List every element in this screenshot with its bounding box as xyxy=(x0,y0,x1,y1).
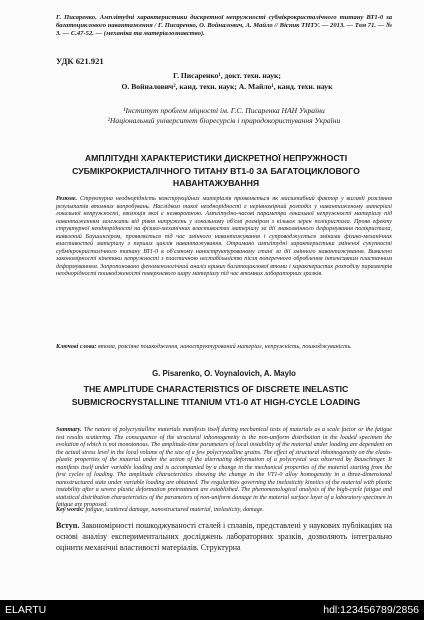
intro-paragraph xyxy=(56,521,392,553)
keywords-en-text: fatigue, scattered damage, nanostructured material, inelasticity, damage. xyxy=(85,507,264,513)
abstract-ua-lead: Резюме. xyxy=(56,196,78,202)
affiliations xyxy=(56,106,392,125)
affiliation-1: ¹Інститут проблем міцності ім. Г.С. Писаренка НАН України xyxy=(123,106,325,115)
authors-en: G. Pisarenko, O. Voynalovich, A. Maylo xyxy=(152,369,296,378)
authors-ua-line2: О. Войналович², канд. техн. наук; А. Майло¹, канд. техн. наук xyxy=(121,82,333,91)
abstract-en-lead: Summary. xyxy=(56,427,82,433)
keywords-en xyxy=(56,507,392,515)
abstract-en-text: The nature of polycrystalline materials manifests itself during mechanical tests of materials as a scale factor or the fatigue test results scattering. The consequence of the structural inhomogeneity is the non-uniform distribution in the loaded specimen the evolution of which is not monotonous. The amplitude-time parameters of local instability of the material under loading are dependent on the actual stress level in the local volume of the size of a few polycrystalline grains. The effect of structural inhomogeneity on the elasto-plastic properties of the material under the action of the alternating deformation of a polycrystal was observed by Bauschinger. It manifests itself under variable loading and is accompanied by a change in the mechanical properties of the material starting from the first cycles of loading. The amplitude characteristics showing the change in the VT1-0 alloy homogeneity in a three-dimensional nanostructured state under variable loading are obtained. The regularities governing the inelasticity kinetics of the material with plastic instability after a severe plastic deformation pretreatment are established. The phenomenological analysis of the high-cycle fatigue and statistical distribution characteristics of the parameters of non-uniform damage in the material surface layer of a laboratory specimen in fatigue are proposed. xyxy=(56,427,392,509)
header-citation: Г. Писаренко. Амплітудні характеристики дискретної непружності субмікрокристалічного титану ВТ1-0 за багатоциклового навантаження / Г. Писаренко, О. Войналович, А. Майло // Вісник ТНТУ. — 2013. — Том 71. — № 3. — С.47-52. — (механіка та матеріалознавство). xyxy=(56,14,392,38)
keywords-en-lead: Key words: xyxy=(56,507,84,513)
footer-bar xyxy=(0,600,424,620)
abstract-en xyxy=(56,427,392,510)
intro-lead: Вступ. xyxy=(56,521,80,530)
intro-text: Закономірності пошкоджуваності сталей і сплавів, представлені у наукових публікаціях на основі аналізу експериментальних досліджень лабораторних зразків, дозволяють інтегрально оцінити механічні властивості матеріалів. Структурна xyxy=(56,521,393,552)
footer-handle: hdl:123456789/2856 xyxy=(323,604,419,616)
title-en: THE AMPLITUDE CHARACTERISTICS OF DISCRETE INELASTIC SUBMICROCRYSTALLINE TITANIUM VT1-0 AT HIGH-CYCLE LOADING xyxy=(71,384,361,407)
udk-code: УДК 621.921 xyxy=(56,56,104,66)
title-ua: АМПЛІТУДНІ ХАРАКТЕРИСТИКИ ДИСКРЕТНОЇ НЕПРУЖНОСТІ СУБМІКРОКРИСТАЛІЧНОГО ТИТАНУ ВТ1-0 ЗА БАГАТОЦИКЛОВОГО НАВАНТАЖУВАННЯ xyxy=(72,153,360,188)
authors-ua-line1: Г. Писаренко¹, докт. техн. наук; xyxy=(173,71,281,80)
footer-repository: ELARTU xyxy=(5,604,47,616)
affiliation-2: ²Національний університет біоресурсів і природокористування України xyxy=(107,115,341,125)
abstract-ua xyxy=(56,196,392,279)
authors-ua xyxy=(60,70,394,92)
abstract-ua-text: Структурна неоднорідність конструкційних матеріалів проявляється як масштабний фактор у вигляді розсіяння результатів втомних випробувань. Наслідком такої неоднорідності є нерівномірний розподіл у навантаженому матеріалі локальної непружності, еволюція якої є незворотною. Амплітудно-часові параметри локальної непружності матеріалу під навантаженням залежать від рівня напружень у локальному об'ємі розміром з кількох зерен полікристала. Прояв ефекту структурної неоднорідності на фізико-механічних властивостях матеріалу за дії знакозмінного деформування полікристала, виявлений Баушингером, проявляється під час змінного навантажування і супроводжується змінами фізико-механічних властивостей матеріалу з перших циклів навантажування. Отримано амплітудні характеристики зміненої сукупності субмікрокристалічного титану ВТ1-0 в об'ємному наноструктурованому стані за дії змінного навантажування. Виявлено закономірності кінетики непружності з пластичною нестабільністю після поперечного оброблення інтенсивним пластичним деформуванням. Запропоновано феноменологічний аналіз кривих багатоциклової втоми і характеристик розподілу параметрів неоднорідності пошкодженості поверхневого шару матеріалу під час втомних лабораторних зразків. xyxy=(56,196,393,278)
keywords-ua-text: втома, розсіяне пошкодження, наноструктурований матеріал, непружність, пошкоджуваність. xyxy=(97,344,352,350)
keywords-ua-lead: Ключові слова: xyxy=(56,344,97,350)
keywords-ua xyxy=(56,344,392,352)
